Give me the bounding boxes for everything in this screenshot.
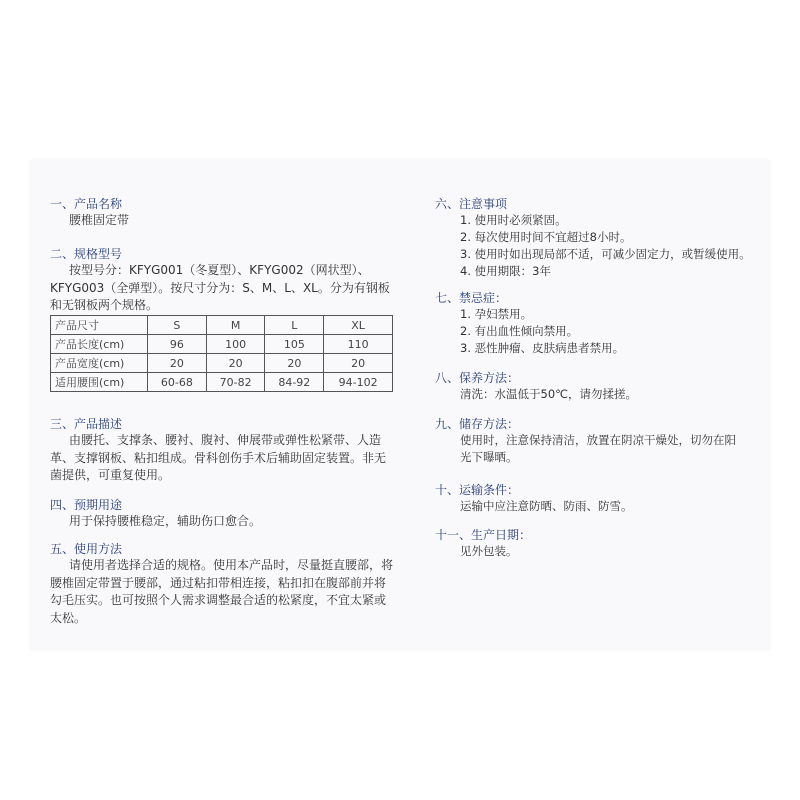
table-cell: L bbox=[265, 316, 324, 335]
table-cell: 96 bbox=[148, 335, 207, 354]
section-list bbox=[435, 212, 765, 280]
section-intended-use bbox=[50, 497, 395, 531]
section-list bbox=[435, 432, 765, 466]
section-contraindications bbox=[435, 290, 765, 357]
section-heading: 三、产品描述 bbox=[50, 417, 123, 431]
section-body bbox=[50, 432, 395, 485]
table-cell: 20 bbox=[148, 354, 207, 373]
section-heading: 五、使用方法 bbox=[50, 542, 123, 556]
table-cell: 产品长度(cm) bbox=[51, 335, 148, 354]
table-cell: 60-68 bbox=[148, 373, 207, 392]
table-cell: 20 bbox=[324, 354, 393, 373]
section-body bbox=[50, 262, 395, 315]
section-text: 用于保持腰椎稳定，辅助伤口愈合。 bbox=[69, 514, 262, 528]
table-row bbox=[51, 354, 393, 373]
section-heading: 六、注意事项 bbox=[435, 197, 508, 211]
table-cell: XL bbox=[324, 316, 393, 335]
section-heading: 一、产品名称 bbox=[50, 197, 123, 211]
list-item: 清洗：水温低于50℃，请勿揉搓。 bbox=[460, 387, 638, 401]
section-text: 腰椎固定带 bbox=[69, 213, 130, 227]
section-heading: 九、储存方法： bbox=[435, 417, 520, 431]
table-cell: M bbox=[206, 316, 265, 335]
list-item: 1. 使用时必须紧固。 bbox=[460, 213, 567, 227]
list-item: 3. 恶性肿瘤、皮肤病患者禁用。 bbox=[460, 341, 625, 355]
section-heading: 二、规格型号 bbox=[50, 247, 123, 261]
list-item: 光下曝晒。 bbox=[460, 450, 518, 464]
section-heading: 十一、生产日期： bbox=[435, 528, 532, 542]
list-item: 4. 使用期限：3年 bbox=[460, 264, 551, 278]
size-table bbox=[50, 315, 393, 392]
section-heading: 八、保养方法： bbox=[435, 371, 520, 385]
table-cell: 产品宽度(cm) bbox=[51, 354, 148, 373]
table-header-row bbox=[51, 316, 393, 335]
section-specification bbox=[50, 246, 395, 315]
section-list bbox=[435, 543, 765, 560]
table-cell: 84-92 bbox=[265, 373, 324, 392]
section-list bbox=[435, 386, 765, 403]
section-text: 由腰托、支撑条、腰衬、腹衬、伸展带或弹性松紧带、人造革、支撑钢板、粘扣组成。骨科创伤手术后辅助固定装置。非无菌提供，可重复使用。 bbox=[50, 433, 387, 482]
table-cell: S bbox=[148, 316, 207, 335]
table-cell: 110 bbox=[324, 335, 393, 354]
instruction-card bbox=[30, 160, 770, 650]
table-cell: 94-102 bbox=[324, 373, 393, 392]
section-text: 请使用者选择合适的规格。使用本产品时，尽量挺直腰部，将腰椎固定带置于腰部，通过粘扣带相连接，粘扣扣在腹部前并将勾毛压实。也可按照个人需求调整最合适的松紧度，不宜太紧或太松。 bbox=[50, 558, 394, 625]
section-list bbox=[435, 306, 765, 357]
table-cell: 20 bbox=[206, 354, 265, 373]
section-storage bbox=[435, 416, 765, 466]
list-item: 见外包装。 bbox=[460, 544, 518, 558]
section-transport bbox=[435, 482, 765, 515]
section-body bbox=[50, 557, 395, 627]
table-cell: 适用腰围(cm) bbox=[51, 373, 148, 392]
list-item: 使用时，注意保持清洁，放置在阴凉干燥处，切勿在阳 bbox=[460, 433, 736, 447]
section-heading: 四、预期用途 bbox=[50, 498, 123, 512]
section-body bbox=[50, 513, 395, 531]
section-heading: 十、运输条件： bbox=[435, 483, 520, 497]
list-item: 2. 有出血性倾向禁用。 bbox=[460, 324, 579, 338]
section-text: 按型号分：KFYG001（冬夏型）、KFYG002（网状型）、KFYG003（全弹型）。按尺寸分为：S、M、L、XL。分为有钢板和无钢板两个规格。 bbox=[50, 263, 390, 312]
section-usage bbox=[50, 541, 395, 627]
section-body bbox=[50, 212, 395, 230]
table-cell: 20 bbox=[265, 354, 324, 373]
table-cell: 产品尺寸 bbox=[51, 316, 148, 335]
table-cell: 70-82 bbox=[206, 373, 265, 392]
section-list bbox=[435, 498, 765, 515]
section-precautions bbox=[435, 196, 765, 280]
list-item: 1. 孕妇禁用。 bbox=[460, 307, 533, 321]
table-cell: 100 bbox=[206, 335, 265, 354]
table-row bbox=[51, 335, 393, 354]
section-description bbox=[50, 416, 395, 485]
table-row bbox=[51, 373, 393, 392]
section-heading: 七、禁忌症： bbox=[435, 291, 508, 305]
list-item: 运输中应注意防晒、防雨、防雪。 bbox=[460, 499, 633, 513]
section-production-date bbox=[435, 527, 765, 560]
section-product-name bbox=[50, 196, 395, 230]
section-maintenance bbox=[435, 370, 765, 403]
table-cell: 105 bbox=[265, 335, 324, 354]
list-item: 3. 使用时如出现局部不适，可减少固定力，或暂缓使用。 bbox=[460, 247, 751, 261]
list-item: 2. 每次使用时间不宜超过8小时。 bbox=[460, 230, 632, 244]
